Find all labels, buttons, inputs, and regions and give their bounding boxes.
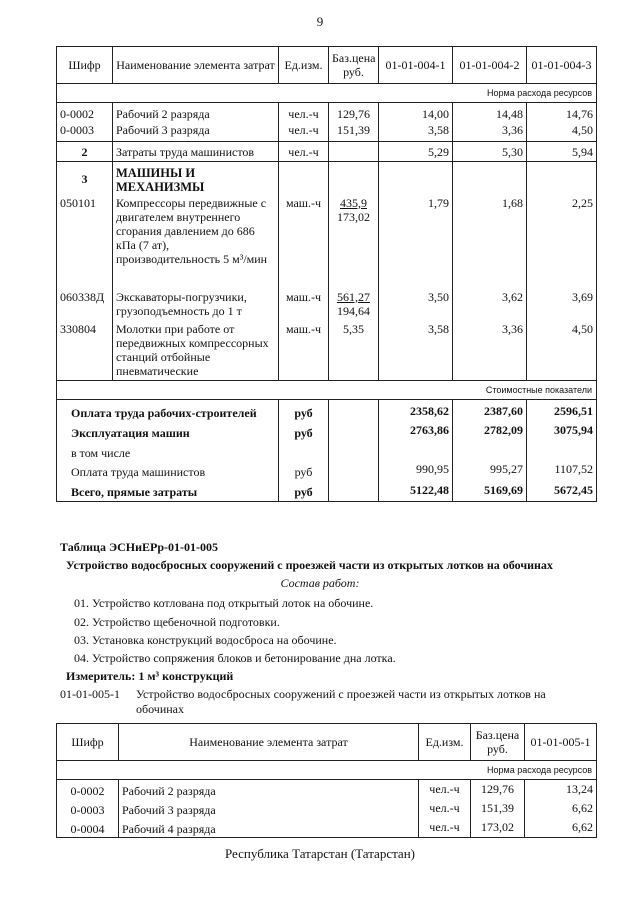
section-heading: Устройство водосбросных сооружений с проезжей части из открытых лотков на обочинах	[66, 558, 553, 572]
work-item: 02. Устройство щебеночной подготовки.	[74, 615, 280, 629]
header-code: Шифр	[57, 47, 113, 84]
band-norm: Норма расхода ресурсов	[57, 761, 597, 780]
section-row	[57, 161, 597, 195]
work-item: 01. Устройство котлована под открытый лоток на обочине.	[74, 596, 374, 610]
cost-row: Эксплуатация машин руб 2763,86 2782,09 3075,94	[57, 422, 597, 442]
table-row: 0-0003 Рабочий 3 разряда чел.-ч 151,39 6,62	[57, 799, 597, 818]
header-col3: 01-01-004-3	[527, 47, 597, 84]
work-item: 03. Установка конструкций водосброса на обочине.	[74, 633, 337, 647]
section-title: МАШИНЫ И МЕХАНИЗМЫ	[113, 161, 279, 195]
band-cost: Стоимостные показатели	[57, 381, 597, 400]
work-item: 04. Устройство сопряжения блоков и бетонирование дна лотка.	[74, 651, 396, 665]
resource-table-2	[56, 723, 597, 838]
resource-table-1	[56, 46, 597, 502]
measure: Измеритель: 1 м³ конструкций	[66, 669, 234, 683]
table-row: 330804 Молотки при работе от передвижных компрессорных станций отбойные пневматические маш.-ч 5,35 3,58 3,36 4,50	[57, 321, 597, 381]
table-header-row: Шифр Наименование элемента затрат Ед.изм. Баз.цена руб. 01-01-005-1	[57, 724, 597, 761]
table-row: 050101 Компрессоры передвижные с двигателем внутреннего сгорания давлением до 686 кПа (7 ат), производительность 5 м³/мин маш.-ч 435,9 173,02 1,79 1,68 2,25	[57, 195, 597, 289]
header-unit: Ед.изм.	[279, 47, 329, 84]
table-row: 0-0003 Рабочий 3 разряда чел.-ч 151,39 3,58 3,36 4,50	[57, 122, 597, 141]
header-price: Баз.цена руб.	[329, 47, 379, 84]
section-code: 3	[57, 161, 113, 195]
footer-region: Республика Татарстан (Татарстан)	[225, 846, 415, 861]
table-row: 0-0002 Рабочий 2 разряда чел.-ч 129,76 14,00 14,48 14,76	[57, 103, 597, 123]
table-header-row	[57, 47, 597, 84]
header-name: Наименование элемента затрат	[113, 47, 279, 84]
band-norm: Норма расхода ресурсов	[57, 84, 597, 103]
table-title: Таблица ЭСНиЕРр-01-01-005	[60, 540, 219, 554]
header-col1: 01-01-004-1	[379, 47, 453, 84]
table-row: 2 Затраты труда машинистов чел.-ч 5,29 5,30 5,94	[57, 141, 597, 161]
item-description-cont: обочинах	[136, 702, 184, 716]
cost-row: Оплата труда рабочих-строителей руб 2358,62 2387,60 2596,51	[57, 400, 597, 422]
cost-row: Всего, прямые затраты руб 5122,48 5169,69 5672,45	[57, 480, 597, 502]
works-title: Состав работ:	[280, 576, 360, 590]
table-row: 0-0002 Рабочий 2 разряда чел.-ч 129,76 13,24	[57, 780, 597, 800]
header-col2: 01-01-004-2	[453, 47, 527, 84]
cost-row: в том числе	[57, 442, 597, 461]
page-number: 9	[316, 14, 324, 29]
cost-row: Оплата труда машинистов руб 990,95 995,27 1107,52	[57, 461, 597, 480]
item-description: Устройство водосбросных сооружений с проезжей части из открытых лотков на	[136, 687, 546, 701]
table-row: 060338Д Экскаваторы-погрузчики, грузоподъемность до 1 т маш.-ч 561,27 194,64 3,50 3,62 3,69	[57, 289, 597, 321]
item-code: 01-01-005-1	[60, 687, 120, 701]
table-row: 0-0004 Рабочий 4 разряда чел.-ч 173,02 6,62	[57, 818, 597, 838]
